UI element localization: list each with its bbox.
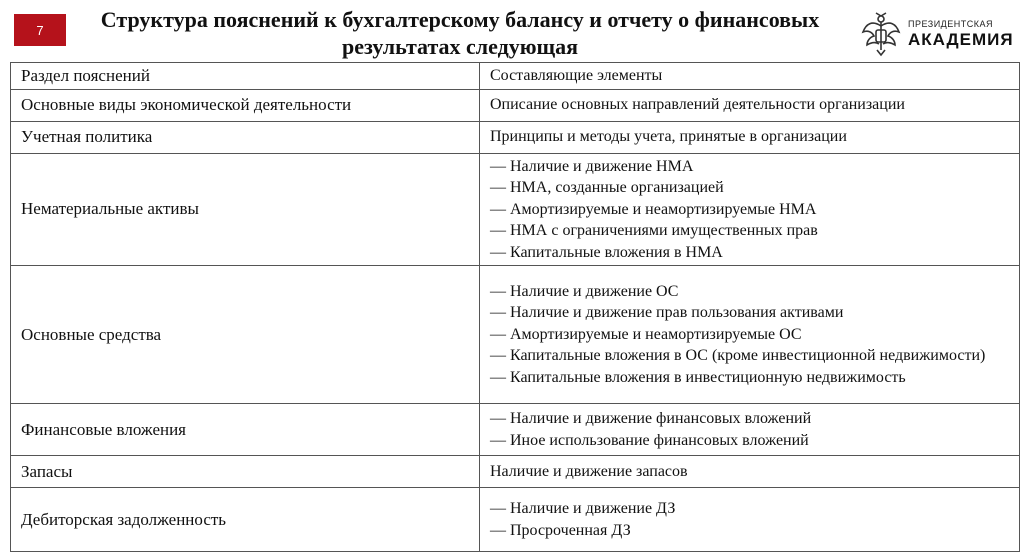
element-line: — Капитальные вложения в НМА xyxy=(490,243,723,261)
element-line: — Наличие и движение прав пользования активами xyxy=(490,304,844,322)
academy-logo xyxy=(860,8,1020,60)
table-row xyxy=(11,404,1020,456)
element-line: Составляющие элементы xyxy=(490,67,663,84)
table-row xyxy=(11,121,1020,153)
element-line: — Амортизируемые и неамортизируемые ОС xyxy=(490,325,802,343)
element-line: — Просроченная ДЗ xyxy=(490,521,631,539)
table-header-row xyxy=(11,63,1020,90)
element-line: — Наличие и движение НМА xyxy=(490,157,694,175)
elements-cell xyxy=(480,404,1020,456)
elements-cell xyxy=(480,89,1020,121)
section-cell: Финансовые вложения xyxy=(11,404,480,456)
element-line: — Наличие и движение ДЗ xyxy=(490,500,676,517)
table-row xyxy=(11,153,1020,266)
slide-title: Структура пояснений к бухгалтерскому балансу и отчету о финансовых результатах следующая xyxy=(100,7,820,59)
elements-cell xyxy=(480,153,1020,266)
elements-cell xyxy=(480,121,1020,153)
table-row xyxy=(11,488,1020,552)
element-line: — НМА, созданные организацией xyxy=(490,179,724,196)
table-row xyxy=(11,89,1020,121)
logo-line-big: АКАДЕМИЯ xyxy=(908,30,1014,49)
section-cell: Нематериальные активы xyxy=(11,153,480,266)
element-line: — Наличие и движение ОС xyxy=(490,282,679,300)
logo-line-small: ПРЕЗИДЕНТСКАЯ xyxy=(908,19,994,29)
section-cell: Основные виды экономической деятельности xyxy=(11,89,480,121)
slide-number-badge: 7 xyxy=(14,14,66,46)
explanations-table xyxy=(10,62,1020,552)
element-line: Наличие и движение запасов xyxy=(490,462,688,480)
element-line: — Амортизируемые и неамортизируемые НМА xyxy=(490,200,817,218)
section-cell: Основные средства xyxy=(11,266,480,404)
elements-cell xyxy=(480,488,1020,552)
eagle-emblem-icon xyxy=(860,10,902,58)
table-row xyxy=(11,456,1020,488)
section-cell: Раздел пояснений xyxy=(11,63,480,90)
element-line: — Капитальные вложения в инвестиционную недвижимость xyxy=(490,368,906,386)
elements-cell xyxy=(480,63,1020,90)
section-cell: Учетная политика xyxy=(11,121,480,153)
section-cell: Дебиторская задолженность xyxy=(11,488,480,552)
element-line: — НМА с ограничениями имущественных прав xyxy=(490,222,818,239)
section-cell: Запасы xyxy=(11,456,480,488)
element-line: — Капитальные вложения в ОС (кроме инвестиционной недвижимости) xyxy=(490,347,986,365)
elements-cell xyxy=(480,266,1020,404)
element-line: Принципы и методы учета, принятые в организации xyxy=(490,128,847,146)
element-line: — Наличие и движение финансовых вложений xyxy=(490,410,812,427)
element-line: — Иное использование финансовых вложений xyxy=(490,431,809,449)
table-row xyxy=(11,266,1020,404)
element-line: Описание основных направлений деятельности организации xyxy=(490,96,905,114)
elements-cell xyxy=(480,456,1020,488)
